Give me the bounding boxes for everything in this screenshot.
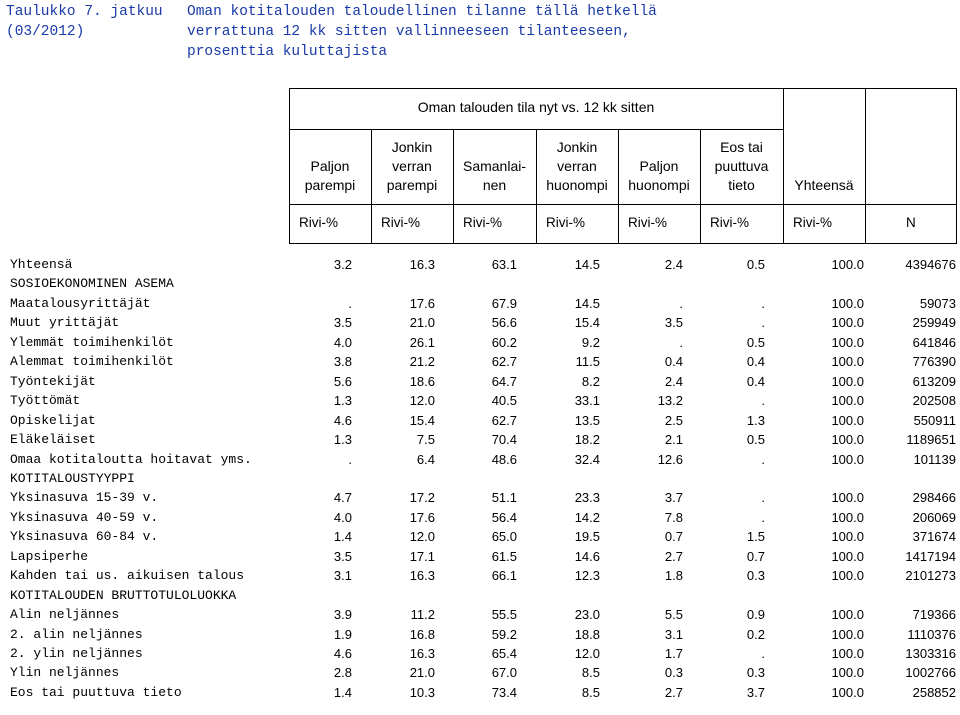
cell-n: 298466 bbox=[912, 490, 956, 506]
cell-value: 3.1 bbox=[333, 568, 352, 584]
cell-n: 1417194 bbox=[905, 548, 956, 564]
cell-value: 2.7 bbox=[664, 684, 683, 700]
table-header bbox=[289, 88, 957, 244]
cell-value: 3.1 bbox=[664, 626, 683, 642]
cell-value: 100.0 bbox=[831, 257, 864, 272]
cell-value: 0.5 bbox=[746, 257, 765, 272]
cell-value: 0.3 bbox=[746, 665, 765, 681]
cell-value: 100.0 bbox=[831, 607, 864, 623]
cell-value: 100.0 bbox=[831, 412, 864, 428]
section-heading: KOTITALOUSTYYPPI bbox=[10, 470, 135, 486]
cell-value: 17.6 bbox=[409, 295, 435, 311]
row-label: Maatalousyrittäjät bbox=[10, 295, 151, 311]
row-label: 2. ylin neljännes bbox=[10, 646, 143, 661]
column-header-4-line-2: verran bbox=[557, 158, 597, 174]
cell-value: 23.0 bbox=[574, 607, 600, 623]
cell-value: . bbox=[679, 295, 683, 311]
cell-value: 13.5 bbox=[574, 412, 600, 428]
cell-value: 12.0 bbox=[409, 393, 435, 409]
cell-n: 776390 bbox=[912, 354, 956, 370]
row-label: Yksinasuva 60-84 v. bbox=[10, 529, 159, 545]
cell-value: 0.7 bbox=[664, 529, 683, 545]
cell-value: 65.0 bbox=[491, 529, 517, 545]
cell-n: 59073 bbox=[919, 295, 956, 311]
section-heading: KOTITALOUDEN BRUTTOTULOLUOKKA bbox=[10, 587, 237, 603]
cell-value: 62.7 bbox=[491, 354, 517, 370]
column-header-5-line-2: Paljon bbox=[639, 158, 679, 174]
cell-value: 60.2 bbox=[491, 334, 517, 350]
cell-value: 2.1 bbox=[664, 432, 683, 448]
cell-value: 100.0 bbox=[831, 548, 864, 564]
cell-value: 0.4 bbox=[746, 373, 765, 389]
cell-value: 17.6 bbox=[409, 509, 435, 525]
cell-value: 1.5 bbox=[746, 529, 765, 545]
cell-value: 2.8 bbox=[333, 665, 352, 681]
cell-value: 100.0 bbox=[831, 334, 864, 350]
cell-value: 100.0 bbox=[831, 295, 864, 311]
cell-value: 67.0 bbox=[491, 665, 517, 681]
cell-n: 202508 bbox=[912, 393, 956, 409]
table-date: (03/2012) bbox=[6, 24, 85, 40]
cell-value: . bbox=[348, 295, 352, 311]
cell-value: 73.4 bbox=[491, 684, 517, 700]
cell-value: 14.2 bbox=[574, 509, 600, 525]
cell-value: 1.4 bbox=[333, 529, 352, 545]
cell-value: 63.1 bbox=[491, 257, 517, 272]
cell-value: 6.4 bbox=[416, 451, 435, 467]
row-label: Omaa kotitaloutta hoitavat yms. bbox=[10, 451, 252, 467]
cell-value: 3.5 bbox=[664, 315, 683, 331]
cell-value: 1.7 bbox=[664, 646, 683, 661]
cell-value: 0.4 bbox=[746, 354, 765, 370]
row-label: Työntekijät bbox=[10, 373, 96, 389]
column-header-6-line-1: Eos tai bbox=[720, 139, 763, 155]
row-label: Alemmat toimihenkilöt bbox=[10, 354, 174, 370]
cell-value: 100.0 bbox=[831, 646, 864, 661]
cell-value: 66.1 bbox=[491, 568, 517, 584]
cell-value: 56.6 bbox=[491, 315, 517, 331]
row-label: Eläkeläiset bbox=[10, 432, 96, 448]
cell-value: 18.6 bbox=[409, 373, 435, 389]
row-label: Kahden tai us. aikuisen talous bbox=[10, 568, 245, 584]
column-header-6-line-3: tieto bbox=[728, 177, 755, 193]
cell-value: 17.1 bbox=[409, 548, 435, 564]
cell-value: 2.4 bbox=[664, 257, 683, 272]
cell-value: 18.8 bbox=[574, 626, 600, 642]
cell-value: 70.4 bbox=[491, 432, 517, 448]
row-label: Työttömät bbox=[10, 393, 81, 409]
cell-value: 100.0 bbox=[831, 568, 864, 584]
cell-value: 21.0 bbox=[409, 665, 435, 681]
cell-value: 55.5 bbox=[491, 607, 517, 623]
column-header-7-line-3: Yhteensä bbox=[794, 177, 854, 193]
column-header-4-line-3: huonompi bbox=[546, 177, 608, 193]
cell-value: 23.3 bbox=[574, 490, 600, 506]
column-header-2-line-3: parempi bbox=[386, 177, 438, 193]
cell-value: 59.2 bbox=[491, 626, 517, 642]
cell-n: 1002766 bbox=[905, 665, 956, 681]
cell-n: 206069 bbox=[912, 509, 956, 525]
cell-value: 3.7 bbox=[746, 684, 765, 700]
cell-value: 100.0 bbox=[831, 393, 864, 409]
cell-n: 259949 bbox=[912, 315, 956, 331]
column-header-1-line-3: parempi bbox=[304, 177, 356, 193]
unit-label-6: Rivi-% bbox=[710, 215, 749, 230]
row-label: Yhteensä bbox=[10, 257, 73, 272]
cell-value: 0.3 bbox=[746, 568, 765, 584]
cell-value: 8.2 bbox=[581, 373, 600, 389]
row-label: Alin neljännes bbox=[10, 607, 120, 623]
cell-value: 16.3 bbox=[409, 568, 435, 584]
cell-n: 1303316 bbox=[905, 646, 956, 661]
column-header-6-line-2: puuttuva bbox=[714, 158, 769, 174]
unit-label-7: Rivi-% bbox=[793, 215, 832, 230]
header-units-divider bbox=[289, 204, 957, 205]
cell-value: 4.6 bbox=[333, 646, 352, 661]
cell-value: 64.7 bbox=[491, 373, 517, 389]
cell-value: 100.0 bbox=[831, 354, 864, 370]
cell-value: 100.0 bbox=[831, 315, 864, 331]
cell-value: . bbox=[761, 646, 765, 661]
cell-value: 3.5 bbox=[333, 548, 352, 564]
cell-value: 32.4 bbox=[574, 451, 600, 467]
cell-value: 1.3 bbox=[333, 432, 352, 448]
row-label: Opiskelijat bbox=[10, 412, 96, 428]
cell-value: 2.5 bbox=[664, 412, 683, 428]
cell-value: 4.0 bbox=[333, 509, 352, 525]
table-title-line-2: verrattuna 12 kk sitten vallinneeseen tilanteeseen, bbox=[187, 24, 631, 40]
cell-n: 258852 bbox=[912, 684, 956, 700]
table-number: Taulukko 7. jatkuu bbox=[6, 4, 163, 20]
header-total-divider bbox=[783, 88, 784, 244]
header-bottom-border bbox=[289, 243, 957, 244]
cell-n: 2101273 bbox=[905, 568, 956, 584]
table-title-line-1: Oman kotitalouden taloudellinen tilanne tällä hetkellä bbox=[187, 4, 657, 20]
cell-n: 719366 bbox=[912, 607, 956, 623]
unit-label-4: Rivi-% bbox=[546, 215, 585, 230]
cell-n: 101139 bbox=[913, 451, 956, 467]
cell-value: 12.0 bbox=[409, 529, 435, 545]
row-label: Yksinasuva 15-39 v. bbox=[10, 490, 159, 506]
cell-n: 550911 bbox=[913, 412, 956, 428]
cell-value: 40.5 bbox=[491, 393, 517, 409]
unit-label-3: Rivi-% bbox=[463, 215, 502, 230]
cell-n: 1110376 bbox=[907, 626, 956, 642]
cell-value: 26.1 bbox=[409, 334, 435, 350]
column-header-1-line-2: Paljon bbox=[310, 158, 350, 174]
cell-value: 61.5 bbox=[491, 548, 517, 564]
cell-value: . bbox=[761, 295, 765, 311]
cell-value: 100.0 bbox=[831, 373, 864, 389]
cell-value: 15.4 bbox=[409, 412, 435, 428]
cell-value: 17.2 bbox=[409, 490, 435, 506]
cell-value: 16.3 bbox=[409, 646, 435, 661]
cell-value: 0.4 bbox=[664, 354, 683, 370]
cell-value: 21.2 bbox=[409, 354, 435, 370]
cell-value: 4.0 bbox=[333, 334, 352, 350]
cell-value: 8.5 bbox=[581, 684, 600, 700]
cell-value: 11.2 bbox=[410, 607, 435, 623]
column-header-2-line-1: Jonkin bbox=[391, 139, 433, 155]
header-right-border bbox=[956, 88, 957, 244]
cell-n: 4394676 bbox=[905, 257, 956, 272]
row-label: Muut yrittäjät bbox=[10, 315, 120, 331]
cell-value: 5.6 bbox=[333, 373, 352, 389]
cell-value: 0.5 bbox=[746, 334, 765, 350]
cell-value: . bbox=[761, 315, 765, 331]
cell-value: 100.0 bbox=[831, 509, 864, 525]
cell-value: 11.5 bbox=[575, 354, 600, 370]
cell-value: 100.0 bbox=[831, 432, 864, 448]
cell-value: 3.9 bbox=[333, 607, 352, 623]
cell-value: 100.0 bbox=[831, 665, 864, 681]
cell-n: 1189651 bbox=[906, 432, 956, 448]
cell-value: 15.4 bbox=[574, 315, 600, 331]
cell-value: 3.2 bbox=[333, 257, 352, 272]
cell-value: 9.2 bbox=[581, 334, 600, 350]
cell-value: 100.0 bbox=[831, 626, 864, 642]
cell-value: 1.8 bbox=[664, 568, 683, 584]
cell-value: 14.5 bbox=[574, 257, 600, 272]
cell-value: 8.5 bbox=[581, 665, 600, 681]
cell-value: 0.5 bbox=[746, 432, 765, 448]
cell-n: 641846 bbox=[912, 334, 956, 350]
cell-n: 613209 bbox=[912, 373, 956, 389]
cell-value: 100.0 bbox=[831, 684, 864, 700]
cell-value: 33.1 bbox=[574, 393, 600, 409]
row-label: Lapsiperhe bbox=[10, 548, 89, 564]
cell-value: 0.9 bbox=[746, 607, 765, 623]
cell-value: 100.0 bbox=[831, 490, 864, 506]
cell-value: 100.0 bbox=[831, 451, 864, 467]
cell-value: 56.4 bbox=[491, 509, 517, 525]
cell-value: . bbox=[761, 509, 765, 525]
cell-value: 3.5 bbox=[333, 315, 352, 331]
row-label: Eos tai puuttuva tieto bbox=[10, 684, 182, 700]
cell-value: 100.0 bbox=[831, 529, 864, 545]
cell-value: . bbox=[761, 490, 765, 506]
cell-value: 7.8 bbox=[664, 509, 683, 525]
cell-value: 0.7 bbox=[746, 548, 765, 564]
header-n-divider bbox=[865, 88, 866, 244]
cell-value: 0.2 bbox=[746, 626, 765, 642]
cell-value: . bbox=[761, 393, 765, 409]
row-label: Ylemmät toimihenkilöt bbox=[10, 334, 174, 350]
cell-value: 5.5 bbox=[664, 607, 683, 623]
cell-value: 51.1 bbox=[491, 490, 517, 506]
cell-value: . bbox=[348, 451, 352, 467]
cell-value: 0.3 bbox=[664, 665, 683, 681]
cell-value: 3.7 bbox=[664, 490, 683, 506]
cell-value: 67.9 bbox=[491, 295, 517, 311]
cell-value: 14.5 bbox=[574, 295, 600, 311]
cell-value: 4.7 bbox=[333, 490, 352, 506]
cell-value: 2.7 bbox=[664, 548, 683, 564]
unit-label-1: Rivi-% bbox=[299, 215, 338, 230]
cell-value: 65.4 bbox=[491, 646, 517, 661]
section-heading: SOSIOEKONOMINEN ASEMA bbox=[10, 276, 174, 292]
cell-value: 4.6 bbox=[333, 412, 352, 428]
cell-value: 13.2 bbox=[657, 393, 683, 409]
header-top-border bbox=[289, 88, 957, 89]
column-header-4-line-1: Jonkin bbox=[556, 139, 598, 155]
cell-value: 10.3 bbox=[409, 684, 435, 700]
cell-value: 1.4 bbox=[333, 684, 352, 700]
cell-value: 18.2 bbox=[574, 432, 600, 448]
unit-label-2: Rivi-% bbox=[381, 215, 420, 230]
column-header-3-line-2: Samanlai- bbox=[462, 158, 527, 174]
cell-value: 2.4 bbox=[664, 373, 683, 389]
cell-value: 1.3 bbox=[746, 412, 765, 428]
cell-value: 3.8 bbox=[333, 354, 352, 370]
cell-value: 62.7 bbox=[491, 412, 517, 428]
cell-value: 21.0 bbox=[409, 315, 435, 331]
cell-value: 12.6 bbox=[657, 451, 683, 467]
unit-label-8: N bbox=[906, 215, 916, 230]
cell-value: 16.3 bbox=[409, 257, 435, 272]
cell-value: 12.0 bbox=[574, 646, 600, 661]
row-label: Ylin neljännes bbox=[10, 665, 120, 681]
cell-value: 1.3 bbox=[333, 393, 352, 409]
cell-value: . bbox=[761, 451, 765, 467]
cell-value: 1.9 bbox=[333, 626, 352, 642]
table-title-line-3: prosenttia kuluttajista bbox=[187, 44, 388, 60]
unit-label-5: Rivi-% bbox=[628, 215, 667, 230]
cell-value: 19.5 bbox=[574, 529, 600, 545]
row-label: 2. alin neljännes bbox=[10, 626, 143, 642]
cell-value: 14.6 bbox=[574, 548, 600, 564]
column-header-2-line-2: verran bbox=[392, 158, 432, 174]
cell-value: 48.6 bbox=[491, 451, 517, 467]
cell-value: 16.8 bbox=[409, 626, 435, 642]
cell-value: 7.5 bbox=[416, 432, 435, 448]
cell-value: . bbox=[679, 334, 683, 350]
cell-value: 12.3 bbox=[574, 568, 600, 584]
column-header-3-line-3: nen bbox=[482, 177, 507, 193]
cell-n: 371674 bbox=[912, 529, 956, 545]
row-label: Yksinasuva 40-59 v. bbox=[10, 509, 159, 525]
header-group-title: Oman talouden tila nyt vs. 12 kk sitten bbox=[417, 99, 655, 115]
column-header-5-line-3: huonompi bbox=[628, 177, 690, 193]
